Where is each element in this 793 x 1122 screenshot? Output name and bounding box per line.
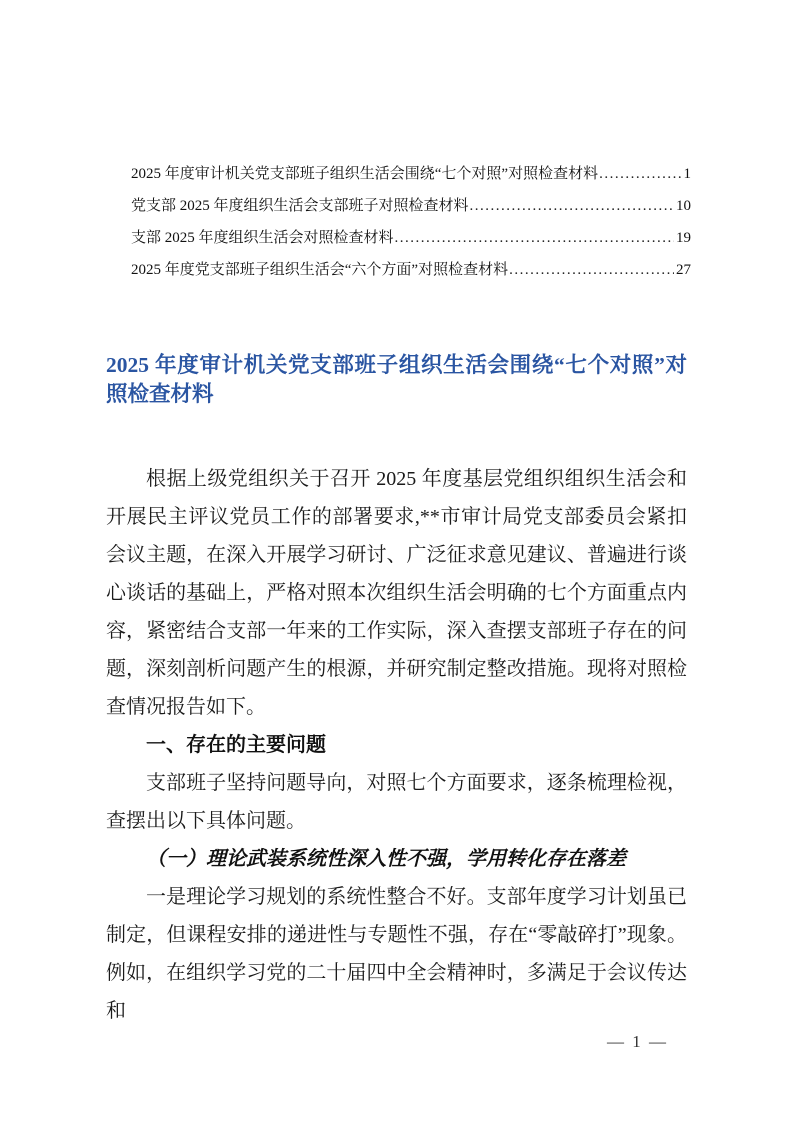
toc-page-number: 27 xyxy=(676,262,691,278)
toc-page-number: 19 xyxy=(676,230,691,246)
subsection-heading-theory: （一）理论武装系统性深入性不强，学用转化存在落差 xyxy=(146,848,626,870)
toc-dot-leader xyxy=(395,230,674,246)
toc-entry[interactable] xyxy=(131,198,691,214)
document-body xyxy=(106,460,687,1030)
toc-page-number: 10 xyxy=(676,198,691,214)
toc-page-number: 1 xyxy=(683,166,691,182)
page-number-footer: — 1 — xyxy=(607,1032,668,1051)
paragraph-intro: 根据上级党组织关于召开 2025 年度基层党组织组织生活会和开展民主评议党员工作的部署要求,**市审计局党支部委员会紧扣会议主题，在深入开展学习研讨、广泛征求意见建议、普遍进行谈心谈话的基础上，严格对照本次组织生活会明确的七个方面重点内容，紧密结合支部一年来的工作实际，深入查摆支部班子存在的问题，深刻剖析问题产生的根源，并研究制定整改措施。现将对照检查情况报告如下。 xyxy=(106,468,687,718)
table-of-contents xyxy=(131,166,691,294)
toc-dot-leader xyxy=(470,198,674,214)
section-heading-main-problems: 一、存在的主要问题 xyxy=(146,734,326,756)
document-title: 2025 年度审计机关党支部班子组织生活会围绕“七个对照”对照检查材料 xyxy=(106,353,687,406)
toc-entry-title: 2025 年度党支部班子组织生活会“六个方面”对照检查材料 xyxy=(131,262,509,278)
toc-entry[interactable] xyxy=(131,262,691,278)
toc-entry[interactable] xyxy=(131,230,691,246)
toc-entry-title: 党支部 2025 年度组织生活会支部班子对照检查材料 xyxy=(131,198,469,214)
toc-dot-leader xyxy=(509,262,674,278)
toc-entry-title: 支部 2025 年度组织生活会对照检查材料 xyxy=(131,230,394,246)
toc-dot-leader xyxy=(599,166,681,182)
paragraph-issue-one: 一是理论学习规划的系统性整合不好。支部年度学习计划虽已制定，但课程安排的递进性与专题性不强，存在“零敲碎打”现象。例如，在组织学习党的二十届四中全会精神时，多满足于会议传达和 xyxy=(106,886,687,1022)
toc-entry[interactable] xyxy=(131,166,691,182)
toc-entry-title: 2025 年度审计机关党支部班子组织生活会围绕“七个对照”对照检查材料 xyxy=(131,166,599,182)
paragraph-overview: 支部班子坚持问题导向，对照七个方面要求，逐条梳理检视，查摆出以下具体问题。 xyxy=(106,772,687,832)
